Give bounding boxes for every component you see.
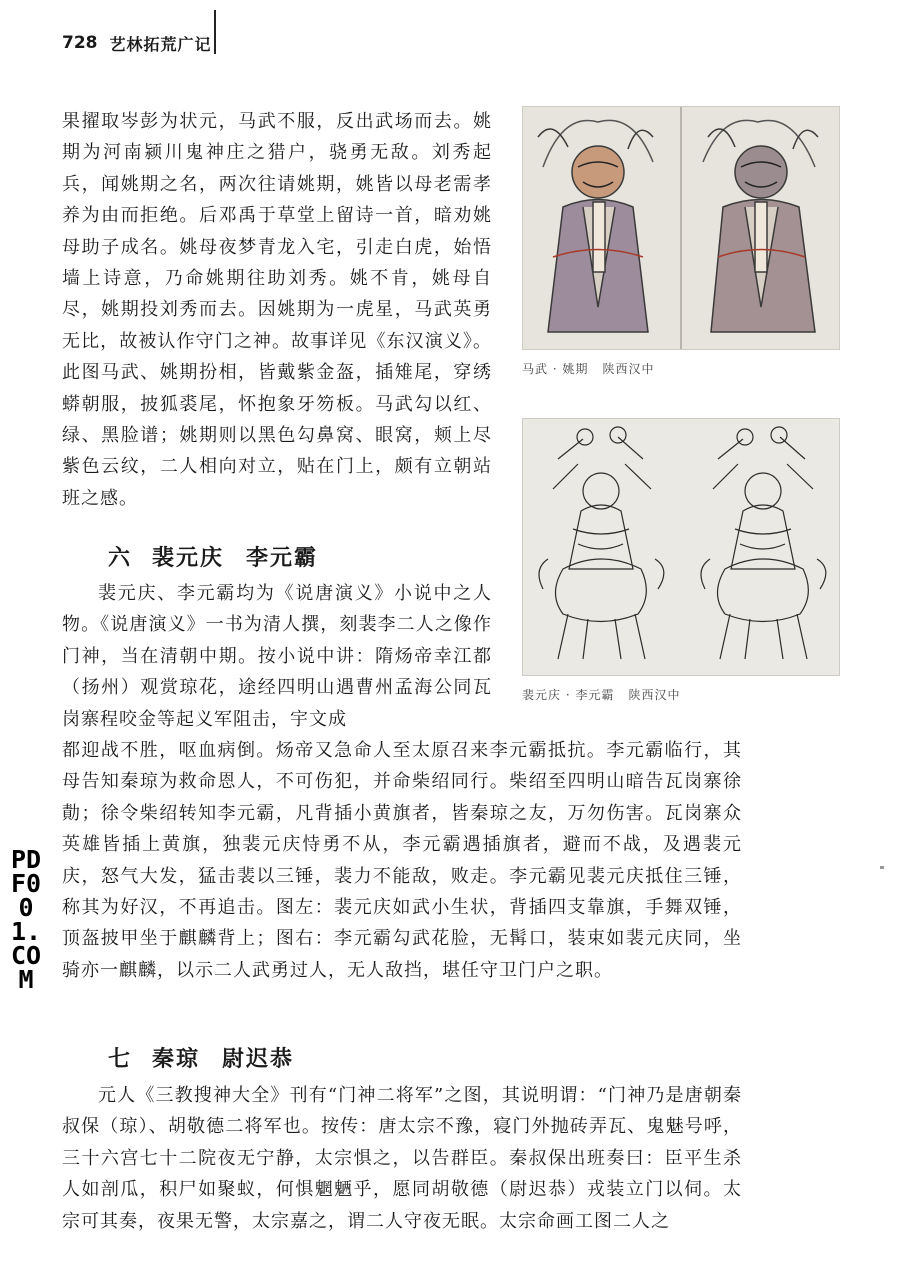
section-heading-6: [108, 544, 318, 574]
running-title: 艺林拓荒广记: [109, 34, 212, 54]
section-number: 七: [108, 1047, 133, 1072]
figure-caption: [522, 686, 840, 703]
header-rule: [214, 10, 216, 54]
section-name-2: 尉迟恭: [222, 1047, 295, 1072]
scan-speck: [880, 866, 884, 869]
door-god-woodcut: [522, 418, 840, 676]
page-number: 728: [62, 33, 98, 53]
section-name-1: 秦琼: [152, 1047, 201, 1072]
door-god-woodcut-illustration: [523, 419, 839, 675]
watermark: PDF001.COM: [10, 845, 42, 994]
door-god-painting: [522, 106, 840, 350]
page-header: [62, 28, 212, 58]
figure-caption: [522, 360, 840, 377]
caption-names: 裴元庆 · 李元霸: [522, 688, 615, 702]
section-name-1: 裴元庆: [152, 546, 225, 571]
caption-names: 马武 · 姚期: [522, 362, 589, 376]
section-heading-7: [108, 1045, 294, 1075]
door-god-painting-illustration: [523, 107, 839, 349]
section-number: 六: [108, 546, 133, 571]
section-name-2: 李元霸: [246, 546, 319, 571]
figure-ma-wu-yao-qi: [522, 106, 840, 377]
paragraph-ma-wu-yao-qi: 果擢取岑彭为状元，马武不服，反出武场而去。姚期为河南颍川鬼神庄之猎户，骁勇无敌。刘秀起兵，闻姚期之名，两次往请姚期，姚皆以母老需孝养为由而拒绝。后邓禹于草堂上留诗一首，暗劝姚母助子成名。姚母夜梦青龙入宅，引走白虎，始悟墙上诗意，乃命姚期往助刘秀。姚不肯，姚母自尽，姚期投刘秀而去。因姚期为一虎星，马武英勇无比，故被认作守门之神。故事详见《东汉演义》。此图马武、姚期扮相，皆戴紫金盔，插雉尾，穿绣蟒朝服，披狐裘尾，怀抱象牙笏板。马武勾以红、绿、黑脸谱；姚期则以黑色勾鼻窝、眼窝，颊上尽紫色云纹，二人相向对立，贴在门上，颇有立朝站班之感。: [62, 111, 492, 509]
paragraph-pei-li-intro: 裴元庆、李元霸均为《说唐演义》小说中之人物。《说唐演义》一书为清人撰，刻裴李二人之像作门神，当在清朝中期。按小说中讲：隋炀帝幸江都（扬州）观赏琼花，途经四明山遇曹州孟海公同瓦岗寨程咬金等起义军阻击，宇文成: [62, 583, 492, 730]
caption-place: 陕西汉中: [602, 362, 655, 376]
figure-pei-li: [522, 418, 840, 703]
paragraph-qin-yuchi: 元人《三教搜神大全》刊有“门神二将军”之图，其说明谓：“门神乃是唐朝秦叔保（琼）、胡敬德二将军也。按传：唐太宗不豫，寝门外抛砖弄瓦、鬼魅号呼，三十六宫七十二院夜无宁静，太宗惧之，以告群臣。秦叔保出班奏曰：臣平生杀人如剖瓜，积尸如聚蚁，何惧魍魉乎，愿同胡敬德（尉迟恭）戎装立门以伺。太宗可其奏，夜果无警，太宗嘉之，谓二人守夜无眠。太宗命画工图二人之: [62, 1085, 742, 1232]
paragraph-pei-li-story: 都迎战不胜，呕血病倒。炀帝又急命人至太原召来李元霸抵抗。李元霸临行，其母告知秦琼为救命恩人，不可伤犯，并命柴绍同行。柴绍至四明山暗告瓦岗寨徐勣；徐令柴绍转知李元霸，凡背插小黄旗者，皆秦琼之友，万勿伤害。瓦岗寨众英雄皆插上黄旗，独裴元庆恃勇不从，李元霸遇插旗者，避而不战，及遇裴元庆，怒气大发，猛击裴以三锤，裴力不能敌，败走。李元霸见裴元庆抵住三锤，称其为好汉，不再追击。图左：裴元庆如武小生状，背插四支靠旗，手舞双锤，顶盔披甲坐于麒麟背上；图右：李元霸勾武花脸，无髯口，装束如裴元庆同，坐骑亦一麒麟，以示二人武勇过人，无人敌挡，堪任守卫门户之职。: [62, 740, 742, 981]
caption-place: 陕西汉中: [628, 688, 681, 702]
